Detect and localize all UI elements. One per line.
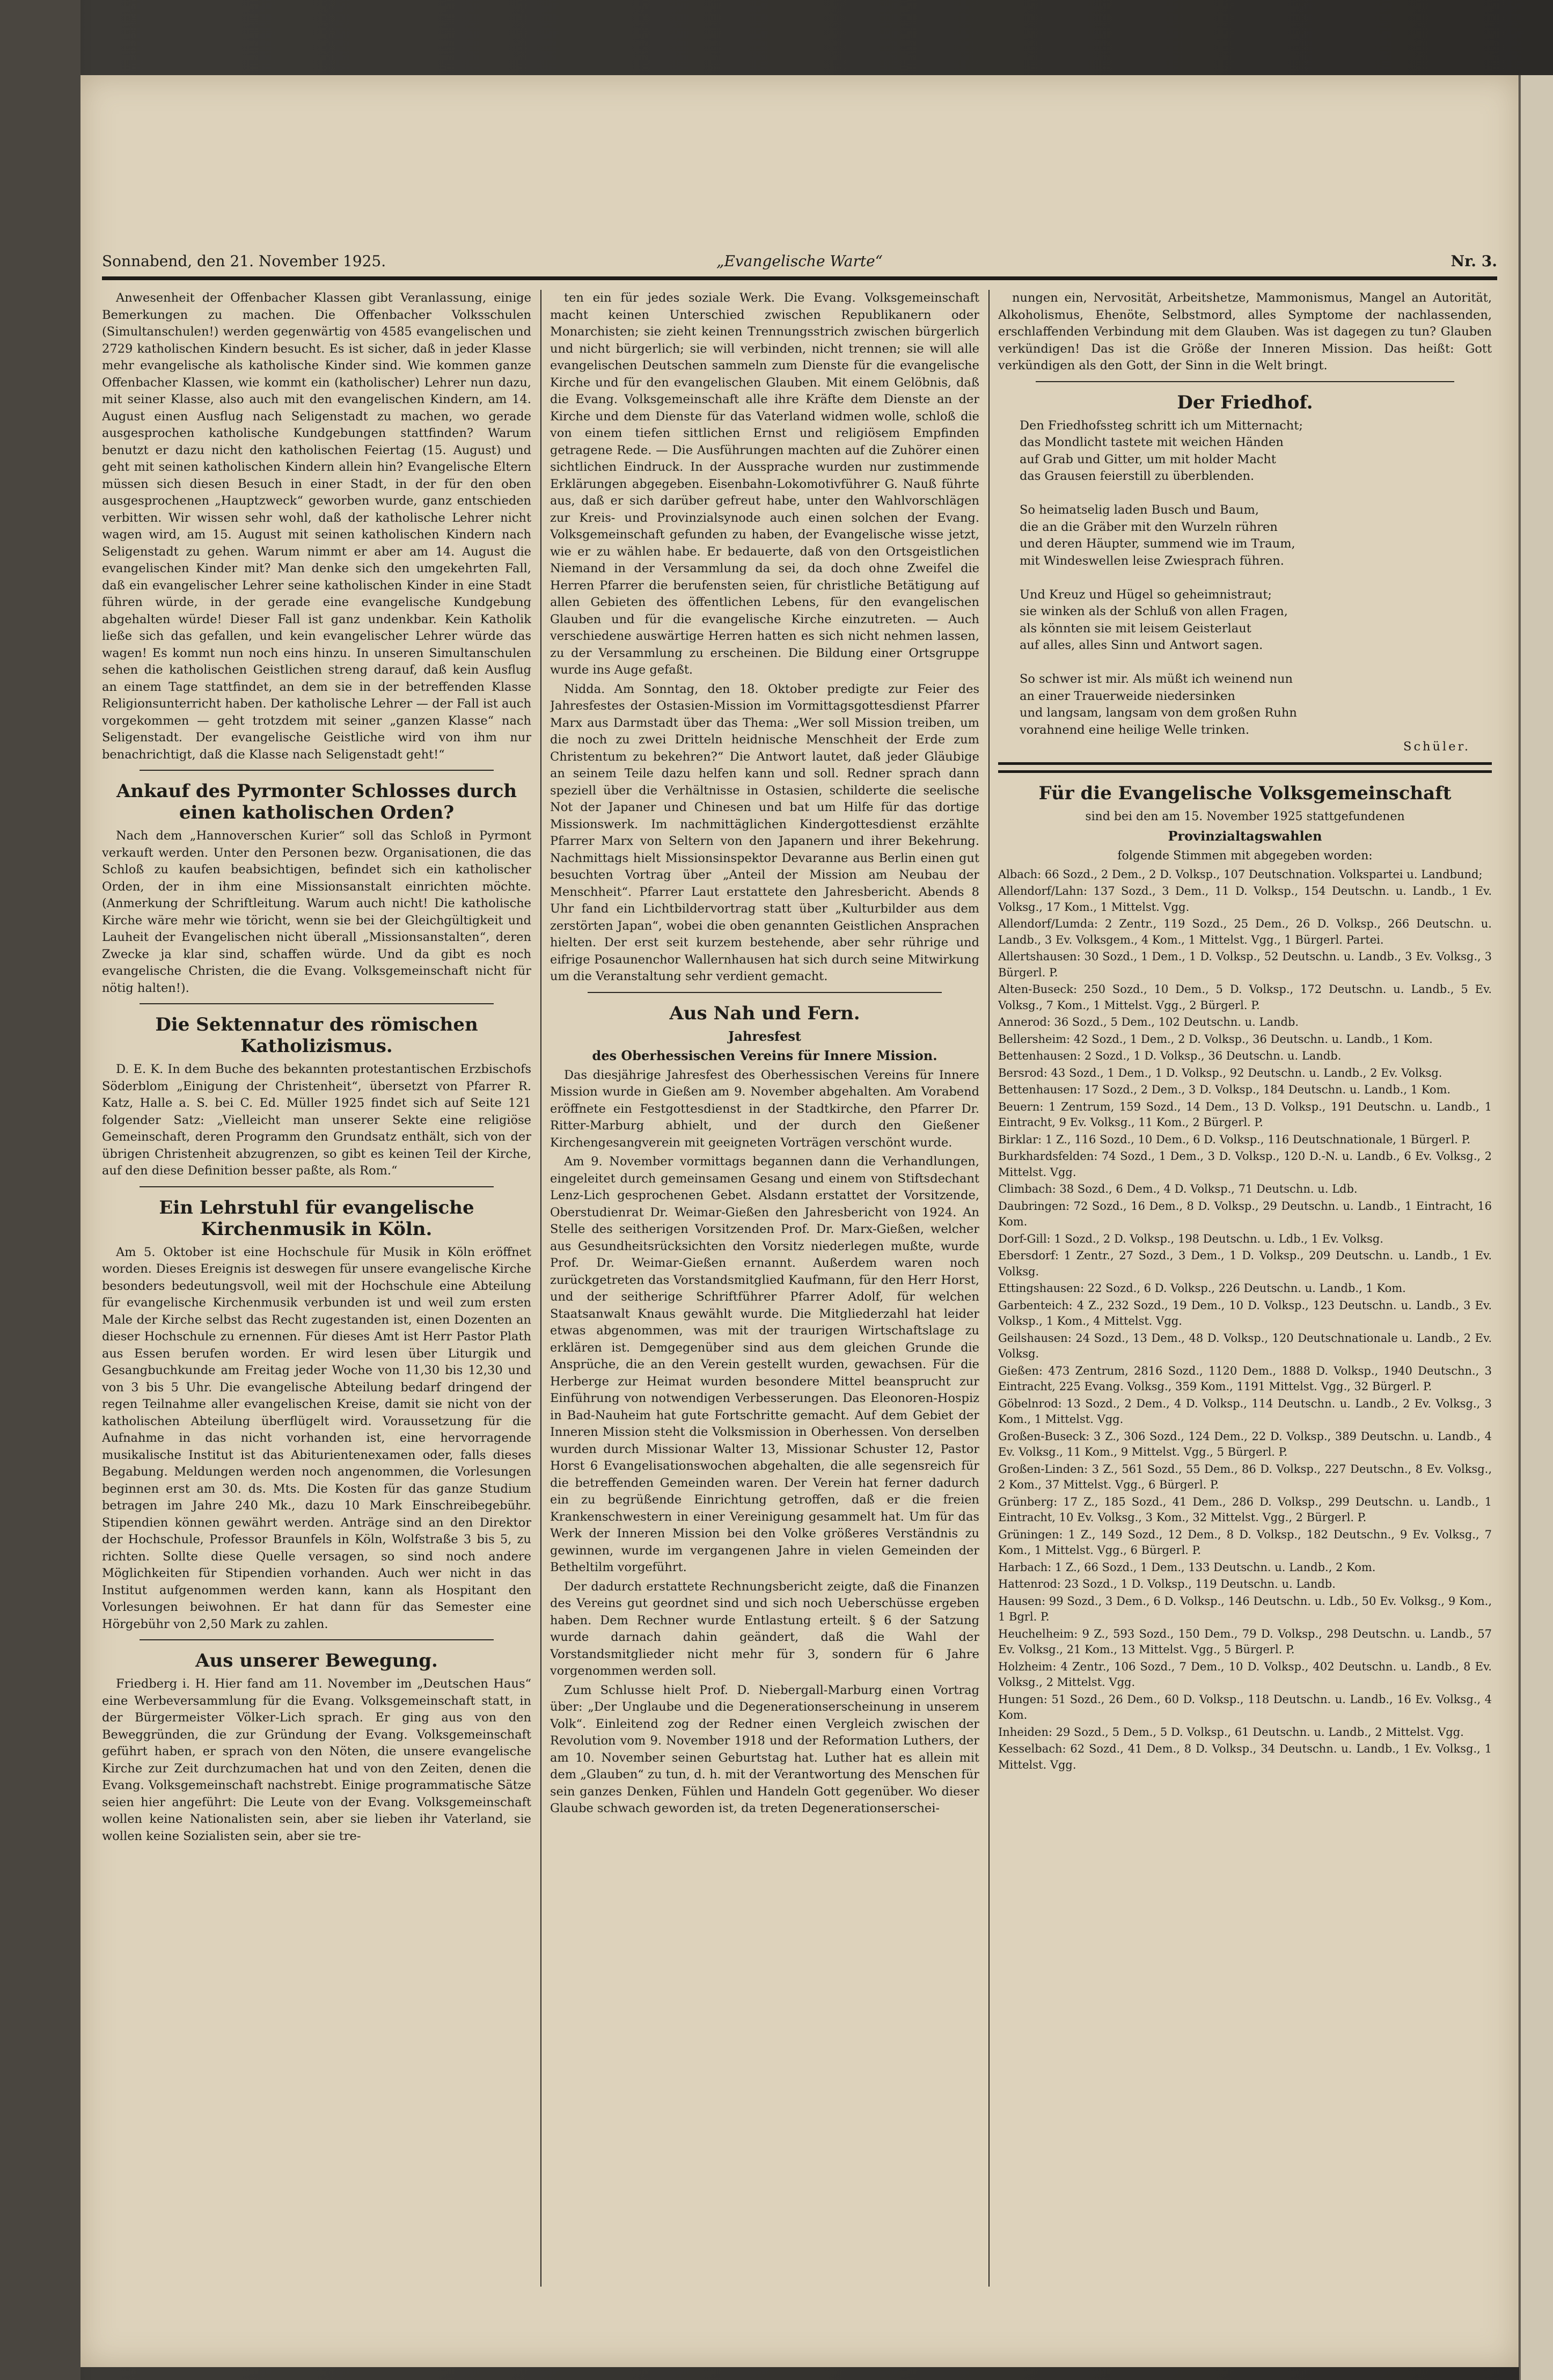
vote-entry: Grüningen: 1 Z., 149 Sozd., 12 Dem., 8 D. Volksp., 182 Deutschn., 9 Ev. Volksg., 7 Kom., 1 Mittelst. Vgg., 6 Bürgerl. P. — [998, 1528, 1492, 1557]
article-text: D. E. K. In dem Buche des bekannten protestantischen Erzbischofs Söderblom „Einigung der Christenheit“, übersetzt von Pfarrer R. Katz, Halle a. S. bei C. Ed. Müller 1925 findet sich auf Seite 121 folgender Satz: „Vielleicht man unserer Sekte eine religiöse Gemeinschaft, deren Programm den Grundsatz enthält, sich von der übrigen Christenheit abzugrenzen, so gibt es keinen Teil der Kirche, auf den diese Definition besser paßte, als Rom.“ — [102, 1062, 531, 1178]
poem-line: So heimatselig laden Busch und Baum, — [1020, 503, 1259, 517]
vote-entry: Holzheim: 4 Zentr., 106 Sozd., 7 Dem., 10 D. Volksp., 402 Deutschn. u. Landb., 8 Ev. Volksg., 2 Mittelst. Vgg. — [998, 1660, 1492, 1689]
subline: sind bei den am 15. November 1925 stattgefundenen — [1085, 809, 1405, 823]
vote-entry: Bellersheim: 42 Sozd., 1 Dem., 2 D. Volksp., 36 Deutschn. u. Landb., 1 Kom. — [998, 1032, 1433, 1046]
masthead — [102, 252, 1497, 274]
column-3 — [998, 290, 1492, 2287]
vote-entry: Allertshausen: 30 Sozd., 1 Dem., 1 D. Volksp., 52 Deutschn. u. Landb., 3 Ev. Volksg., 3 Bürgerl. P. — [998, 950, 1492, 979]
article-text: Friedberg i. H. Hier fand am 11. November im „Deutschen Haus“ eine Werbeversammlung für die Evang. Volksgemeinschaft statt, in der Bürgermeister Völker-Lich sprach. Er ging aus von den Beweggründen, die zur Gründung der Evang. Volksgemeinschaft geführt haben, er sprach von den Nöten, die unsere evangelische Kirche zur Zeit durchzumachen hat und von den Zeiten, denen die Evang. Volksgemeinschaft nachstrebt. Einige programmatische Sätze seien hier angeführt: Die Leute von der Evang. Volksgemeinschaft wollen keine Nationalisten sein, aber sie lieben ihr Vaterland, sie wollen keine Sozialisten sein, aber sie tre- — [102, 1677, 531, 1843]
headline-nah-und-fern: Aus Nah und Fern. — [669, 1002, 860, 1024]
poem-line: mit Windeswellen leise Zwiesprach führen. — [1020, 553, 1284, 568]
column-rule-1 — [540, 290, 541, 2287]
masthead-rule — [102, 276, 1497, 280]
poem-line: auf alles, alles Sinn und Antwort sagen. — [1020, 638, 1263, 652]
vote-entry: Garbenteich: 4 Z., 232 Sozd., 19 Dem., 10 D. Volksp., 123 Deutschn. u. Landb., 3 Ev. Volksp., 1 Kom., 4 Mittelst. Vgg. — [998, 1298, 1492, 1327]
headline-koeln: Ein Lehrstuhl für evangelische Kirchenmusik in Köln. — [159, 1196, 474, 1240]
vote-entry: Allendorf/Lahn: 137 Sozd., 3 Dem., 11 D. Volksp., 154 Deutschn. u. Landb., 1 Ev. Volksg., 17 Kom., 1 Mittelst. Vgg. — [998, 885, 1492, 914]
vote-entry: Annerod: 36 Sozd., 5 Dem., 102 Deutschn. u. Landb. — [998, 1016, 1299, 1028]
subline: folgende Stimmen mit abgegeben worden: — [1117, 849, 1373, 863]
column-2 — [550, 290, 979, 2287]
separator — [140, 1639, 494, 1640]
vote-entry: Albach: 66 Sozd., 2 Dem., 2 D. Volksp., 107 Deutschnation. Volkspartei u. Landbund; — [998, 867, 1483, 881]
poem-line: an einer Trauerweide niedersinken — [1020, 689, 1235, 703]
double-rule — [998, 762, 1492, 773]
vote-entry: Großen-Linden: 3 Z., 561 Sozd., 55 Dem., 86 D. Volksp., 227 Deutschn., 8 Ev. Volksg., 2 Kom., 37 Mittelst. Vgg., 6 Bürgerl. P. — [998, 1462, 1492, 1491]
vote-entry: Hausen: 99 Sozd., 3 Dem., 6 D. Volksp., 146 Deutschn. u. Ldb., 50 Ev. Volksg., 9 Kom., 1 Bgrl. P. — [998, 1594, 1492, 1623]
poem-author: Schüler. — [1403, 740, 1470, 754]
separator — [1036, 381, 1454, 382]
poem-line: und deren Häupter, summend wie im Traum, — [1020, 537, 1295, 551]
vote-entry: Hattenrod: 23 Sozd., 1 D. Volksp., 119 Deutschn. u. Landb. — [998, 1578, 1336, 1590]
separator — [588, 992, 942, 993]
vote-entry: Bersrod: 43 Sozd., 1 Dem., 1 D. Volksp., 92 Deutschn. u. Landb., 2 Ev. Volksg. — [998, 1066, 1442, 1079]
poem-line — [1020, 654, 1492, 671]
vote-entry: Hungen: 51 Sozd., 26 Dem., 60 D. Volksp., 118 Deutschn. u. Landb., 16 Ev. Volksg., 4 Kom. — [998, 1692, 1492, 1721]
headline-volksgemeinschaft: Für die Evangelische Volksgemeinschaft — [1038, 782, 1452, 804]
subheadline: des Oberhessischen Vereins für Innere Mission. — [592, 1047, 937, 1063]
poem-line: als könnten sie mit leisem Geisterlaut — [1020, 621, 1251, 636]
article-text: Am 9. November vormittags begannen dann die Verhandlungen, eingeleitet durch gemeinsamen Gesang und einem von Stiftsdechant Lenz-Lich gesprochenen Gebet. Alsdann erstattet der Vorsitzende, Oberstudienrat Dr. Weimar-Gießen den Jahresbericht von 1924. An Stelle des seitherigen Vorsitzenden Prof. Dr. Marx-Gießen, welcher aus Gesundheitsrücksichten den Vorsitz niederlegen mußte, wurde Prof. Dr. Weimar-Gießen ernannt. Außerdem waren noch zurückgetreten das Vorstandsmitglied Kaufmann, für den Herr Horst, und der seitherige Schriftführer Pfarrer Adolf, für welchen Staatsanwalt Knaus gewählt wurde. Die Mitgliederzahl hat leider etwas abgenommen, was mit der traurigen Wirtschaftslage zu erklären ist. Demgegenüber sind aus dem gleichen Grunde die Ansprüche, die an den Verein gestellt wurden, gewachsen. Für die Herberge zur Heimat wurden besondere Mittel beansprucht zur Einführung von notwendigen Verbesserungen. Das Eleonoren-Hospiz in Bad-Nauheim hat gute Fortschritte gemacht. Auf dem Gebiet der Inneren Mission steht die Volksmission in Oberhessen. Von derselben wurden durch Missionar Walter 13, Missionar Schuster 12, Pastor Horst 6 Evangelisationswochen abgehalten, die alle segensreich für die betreffenden Gemeinden waren. Der Verein hat ferner dadurch ein zu begrüßende Einrichtung getroffen, daß er die freien Krankenschwestern in einer Vereinigung gesammelt hat. Um für das Werk der Inneren Mission bei den Volke größeres Verständnis zu gewinnen, wurde im vergangenen Jahre in vielen Gemeinden der Betheltilm vorgeführt. — [550, 1155, 979, 1574]
article-text: nungen ein, Nervosität, Arbeitshetze, Mammonismus, Mangel an Autorität, Alkoholismus, Ehenöte, Selbstmord, alles Symptome der nachlassenden, erschlaffenden Verbindung mit dem Glauben. Was ist dagegen zu tun? Glauben verkündigen! Das ist die Größe der Inneren Mission. Das heißt: Gott verkündigen als den Gott, der Sinn in die Welt bringt. — [998, 291, 1492, 373]
vote-entry: Großen-Buseck: 3 Z., 306 Sozd., 124 Dem., 22 D. Volksp., 389 Deutschn. u. Landb., 4 Ev. Volksg., 11 Kom., 9 Mittelst. Vgg., 5 Bürgerl. P. — [998, 1429, 1492, 1458]
vote-entry: Gießen: 473 Zentrum, 2816 Sozd., 1120 Dem., 1888 D. Volksp., 1940 Deutschn., 3 Eintracht, 225 Evang. Volksg., 359 Kom., 1191 Mittelst. Vgg., 32 Bürgerl. P. — [998, 1364, 1492, 1393]
headline-provinzialtagswahlen: Provinzialtagswahlen — [1168, 828, 1322, 844]
article-text: Nidda. Am Sonntag, den 18. Oktober predigte zur Feier des Jahresfestes der Ostasien-Mission im Vormittagsgottesdienst Pfarrer Marx aus Darmstadt über das Thema: „Wer soll Mission treiben, um die noch zu zwei Dritteln heidnische Menschheit der Erde zum Christentum zu bekehren?“ Die Antwort lautet, daß jeder Gläubige an seinem Teile dazu helfen kann und soll. Redner sprach dann speziell über die Verhältnisse in Ostasien, schilderte die seelische Not der Japaner und Chinesen und bat um Hilfe für das dortige Missionswerk. Im nachmittäglichen Kindergottesdienst erzählte Pfarrer Marx von Seltern von den Japanern und ihrer Bekehrung. Nachmittags hielt Missionsinspektor Devaranne aus Berlin einen gut besuchten Vortrag über „Anteil der Mission am Neubau der Menschheit“. Pfarrer Laut erstattete den Jahresbericht. Abends 8 Uhr fand ein Lichtbildervortrag statt über „Kulturbilder aus dem zerstörten Japan“, wobei die oben genannten Geistlichen Ansprachen hielten. Der erst seit kurzem bestehende, aber sehr rührige und eifrige Posaunenchor Wallernhausen hat sich durch seine Mitwirkung um die Veranstaltung sehr verdient gemacht. — [550, 682, 979, 983]
issue-date: Sonnabend, den 21. November 1925. — [102, 252, 386, 270]
vote-entry: Climbach: 38 Sozd., 6 Dem., 4 D. Volksp., 71 Deutschn. u. Ldb. — [998, 1182, 1358, 1195]
separator — [140, 1186, 494, 1187]
poem-line: die an die Gräber mit den Wurzeln rühren — [1020, 520, 1278, 534]
vote-entry: Geilshausen: 24 Sozd., 13 Dem., 48 D. Volksp., 120 Deutschnationale u. Landb., 2 Ev. Volksg. — [998, 1331, 1492, 1360]
vote-entry: Burkhardsfelden: 74 Sozd., 1 Dem., 3 D. Volksp., 120 D.-N. u. Landb., 6 Ev. Volksg., 2 Mittelst. Vgg. — [998, 1150, 1492, 1179]
vote-list — [998, 867, 1492, 1773]
article-text: Zum Schlusse hielt Prof. D. Niebergall-Marburg einen Vortrag über: „Der Unglaube und die Degenerationserscheinung in unserem Volk“. Einleitend zog der Redner einen Vergleich zwischen der Revolution vom 9. November 1918 und der Reformation Luthers, der am 10. November seinen Geburtstag hat. Luther hat es allein mit dem „Glauben“ zu tun, d. h. mit der Verantwortung des Menschen für sein ganzes Denken, Fühlen und Handeln Gott gegenüber. Wo dieser Glaube schwach geworden ist, da treten Degenerationserschei- — [550, 1683, 979, 1815]
separator — [140, 1003, 494, 1004]
vote-entry: Bettenhausen: 2 Sozd., 1 D. Volksp., 36 Deutschn. u. Landb. — [998, 1049, 1342, 1062]
vote-entry: Alten-Buseck: 250 Sozd., 10 Dem., 5 D. Volksp., 172 Deutschn. u. Landb., 5 Ev. Volksg., 7 Kom., 1 Mittelst. Vgg., 2 Bürgerl. P. — [998, 983, 1492, 1012]
poem-line: auf Grab und Gitter, um mit holder Macht — [1020, 452, 1276, 466]
poem-line: Den Friedhofssteg schritt ich um Mitternacht; — [1020, 418, 1303, 433]
article-text: Nach dem „Hannoverschen Kurier“ soll das Schloß in Pyrmont verkauft werden. Unter den Personen bezw. Organisationen, die das Schloß zu kaufen beabsichtigen, befindet sich ein katholischer Orden, der in ihm eine Missionsanstalt einrichten möchte. (Anmerkung der Schriftleitung. Warum auch nicht! Die katholische Kirche wäre mehr wie töricht, wenn sie bei der Gleichgültigkeit und Lauheit der Evangelischen nicht überall „Missionsanstalten“, deren Zwecke ja klar sind, schaffen würde. Und da gibt es noch evangelische Christen, die die Evang. Volksgemeinschaft nicht für nötig halten!). — [102, 829, 531, 995]
vote-entry: Harbach: 1 Z., 66 Sozd., 1 Dem., 133 Deutschn. u. Landb., 2 Kom. — [998, 1560, 1376, 1574]
vote-entry: Beuern: 1 Zentrum, 159 Sozd., 14 Dem., 13 D. Volksp., 191 Deutschn. u. Landb., 1 Eintracht, 9 Ev. Volksg., 11 Kom., 2 Bürgerl. P. — [998, 1100, 1492, 1129]
newspaper-page — [80, 75, 1519, 2367]
subheadline: Jahresfest — [728, 1028, 801, 1044]
article-text: ten ein für jedes soziale Werk. Die Evang. Volksgemeinschaft macht keinen Unterschied zwischen Republikanern oder Monarchisten; sie zieht keinen Trennungsstrich zwischen bürgerlich und nicht bürgerlich; sie will verbinden, nicht trennen; sie will alle evangelischen Deutschen sammeln zum Dienste für die evangelische Kirche und für den evangelischen Glauben. Mit einem Gelöbnis, daß die Evang. Volksgemeinschaft alle ihre Kräfte dem Dienste an der Kirche und dem Dienste für das Vaterland widmen wolle, schloß die von einem tiefen sittlichen Ernst und religiösem Empfinden getragene Rede. — Die Ausführungen machten auf die Zuhörer einen sichtlichen Eindruck. In der Aussprache wurden nur zustimmende Erklärungen abgegeben. Eisenbahn-Lokomotivführer G. Nauß führte aus, daß er sich darüber gefreut habe, unter den Wahlvorschlägen zur Kreis- und Provinzialsynode auch einen solchen der Evang. Volksgemeinschaft gefunden zu haben, der Evangelische wisse jetzt, wie er zu wählen habe. Er bedauerte, daß von den Ortsgeistlichen Niemand in der Versammlung da sei, da doch ohne Zweifel die Herren Pfarrer die berufensten seien, für christliche Betätigung auf allen Gebieten des öffentlichen Lebens, für den evangelischen Glauben und für die evangelische Kirche einzutreten. — Auch verschiedene auswärtige Herren hatten es sich nicht nehmen lassen, zu der Versammlung zu erscheinen. Die Bildung einer Ortsgruppe wurde ins Auge gefaßt. — [550, 291, 979, 677]
column-rule-2 — [988, 290, 990, 2287]
vote-entry: Bettenhausen: 17 Sozd., 2 Dem., 3 D. Volksp., 184 Deutschn. u. Landb., 1 Kom. — [998, 1083, 1451, 1096]
poem-line: und langsam, langsam von dem großen Ruhn — [1020, 706, 1297, 720]
headline-friedhof: Der Friedhof. — [1177, 391, 1313, 413]
next-page-edge — [1519, 75, 1553, 2380]
headline-pyrmont: Ankauf des Pyrmonter Schlosses durch einen katholischen Orden? — [116, 780, 517, 823]
vote-entry: Daubringen: 72 Sozd., 16 Dem., 8 D. Volksp., 29 Deutschn. u. Landb., 1 Eintracht, 16 Kom. — [998, 1199, 1492, 1228]
poem — [998, 418, 1492, 739]
poem-line: das Mondlicht tastete mit weichen Händen — [1020, 435, 1284, 449]
headline-sekte: Die Sektennatur des römischen Katholizismus. — [155, 1014, 478, 1057]
poem-line — [1020, 485, 1492, 502]
article-text: Anwesenheit der Offenbacher Klassen gibt Veranlassung, einige Bemerkungen zu machen. Die Offenbacher Volksschulen (Simultanschulen!) werden gegenwärtig von 4585 evangelischen und 2729 katholischen Kindern besucht. Es ist sicher, daß in jeder Klasse mehr evangelische als katholische Kinder sind. Wie kommen ganze Offenbacher Klassen, wie kommt ein (katholischer) Lehrer nun dazu, mit seiner Klasse, also auch mit den evangelischen Kindern, am 14. August einen Ausflug nach Seligenstadt zu machen, wo gerade ausgesprochen katholische Kundgebungen stattfinden? Warum benutzt er dazu nicht den katholischen Feiertag (15. August) und geht mit seinen katholischen Kindern allein hin? Evangelische Eltern müssen sich diesen Besuch in einer Stadt, in der für den oben ausgesprochenen „Hauptzweck“ geworben wurde, ganz entschieden verbitten. Wir wissen sehr wohl, daß der katholische Lehrer nicht wagen wird, am 15. August mit seinen katholischen Kindern nach Seligenstadt zu gehen. Warum nimmt er aber am 14. August die evangelischen Kinder mit? Man denke sich den umgekehrten Fall, daß ein evangelischer Lehrer seine katholischen Kinder in eine Stadt führen würde, in der gerade eine evangelische Kundgebung abgehalten würde! Dieser Fall ist ganz undenkbar. Kein Katholik ließe sich das gefallen, und kein evangelischer Lehrer würde das wagen! Es kommt nun noch eins hinzu. In unseren Simultanschulen sehen die katholischen Geistlichen streng darauf, daß kein Ausflug an einem Tage stattfindet, an dem sie in der betreffenden Klasse Religionsunterricht haben. Der katholische Lehrer — der Fall ist auch vorgekommen — geht trotzdem mit seiner „ganzen Klasse“ nach Seligenstadt. Der evangelische Geistliche wird von ihm nur benachrichtigt, daß die Klasse nach Seligenstadt geht!“ — [102, 291, 531, 762]
headline-bewegung: Aus unserer Bewegung. — [195, 1650, 438, 1671]
vote-entry: Allendorf/Lumda: 2 Zentr., 119 Sozd., 25 Dem., 26 D. Volksp., 266 Deutschn. u. Landb., 3 Ev. Volksgem., 4 Kom., 1 Mittelst. Vgg., 1 Bürgerl. Partei. — [998, 917, 1492, 946]
article-text: Das diesjährige Jahresfest des Oberhessischen Vereins für Innere Mission wurde in Gießen am 9. November abgehalten. Am Vorabend eröffnete ein Festgottesdienst in der Stadtkirche, den Pfarrer Dr. Ritter-Marburg abhielt, und der durch den Gießener Kirchengesangverein mit geeigneten Vorträgen verschönt wurde. — [550, 1068, 979, 1150]
poem-line: So schwer ist mir. Als müßt ich weinend nun — [1020, 672, 1293, 686]
vote-entry: Inheiden: 29 Sozd., 5 Dem., 5 D. Volksp., 61 Deutschn. u. Landb., 2 Mittelst. Vgg. — [998, 1725, 1464, 1739]
vote-entry: Kesselbach: 62 Sozd., 41 Dem., 8 D. Volksp., 34 Deutschn. u. Landb., 1 Ev. Volksg., 1 Mittelst. Vgg. — [998, 1742, 1492, 1771]
vote-entry: Birklar: 1 Z., 116 Sozd., 10 Dem., 6 D. Volksp., 116 Deutschnationale, 1 Bürgerl. P. — [998, 1133, 1471, 1146]
vote-entry: Ebersdorf: 1 Zentr., 27 Sozd., 3 Dem., 1 D. Volksp., 209 Deutschn. u. Landb., 1 Ev. Volksg. — [998, 1249, 1492, 1278]
poem-line: Und Kreuz und Hügel so geheimnistraut; — [1020, 587, 1272, 602]
vote-entry: Grünberg: 17 Z., 185 Sozd., 41 Dem., 286 D. Volksp., 299 Deutschn. u. Landb., 1 Eintracht, 10 Ev. Volksg., 3 Kom., 32 Mittelst. Vgg., 2 Bürgerl. P. — [998, 1495, 1492, 1524]
article-text: Der dadurch erstattete Rechnungsbericht zeigte, daß die Finanzen des Vereins gut geordnet sind und sich noch Ueberschüsse ergeben haben. Dem Rechner wurde Entlastung erteilt. § 6 der Satzung wurde darnach dahin geändert, daß die Wahl der Vorstandsmitglieder nicht mehr für 3, sondern für 6 Jahre vorgenommen werden soll. — [550, 1579, 979, 1678]
vote-entry: Göbelnrod: 13 Sozd., 2 Dem., 4 D. Volksp., 114 Deutschn. u. Landb., 2 Ev. Volksg., 3 Kom., 1 Mittelst. Vgg. — [998, 1397, 1492, 1426]
issue-number: Nr. 3. — [1451, 252, 1497, 270]
book-spine — [0, 0, 80, 2380]
vote-entry: Dorf-Gill: 1 Sozd., 2 D. Volksp., 198 Deutschn. u. Ldb., 1 Ev. Volksg. — [998, 1232, 1383, 1245]
poem-line: sie winken als der Schluß von allen Fragen, — [1020, 604, 1288, 618]
separator — [140, 770, 494, 771]
vote-entry: Ettingshausen: 22 Sozd., 6 D. Volksp., 226 Deutschn. u. Landb., 1 Kom. — [998, 1282, 1406, 1295]
vote-entry: Heuchelheim: 9 Z., 593 Sozd., 150 Dem., 79 D. Volksp., 298 Deutschn. u. Landb., 57 Ev. Volksg., 21 Kom., 13 Mittelst. Vgg., 5 Bürgerl. P. — [998, 1627, 1492, 1656]
poem-line: vorahnend eine heilige Welle trinken. — [1020, 722, 1250, 737]
article-text: Am 5. Oktober ist eine Hochschule für Musik in Köln eröffnet worden. Dieses Ereignis ist deswegen für unsere evangelische Kirche besonders bedeutungsvoll, weil mit der Hochschule eine Abteilung für evangelische Kirchenmusik verbunden ist und weil zum ersten Male der Kirche selbst das Recht zugestanden ist, einen Dozenten an dieser Hochschule zu ernennen. Für dieses Amt ist Herr Pastor Plath aus Essen berufen worden. Er wird lesen über Liturgik und Gesangbuchkunde am Freitag jeder Woche von 11,30 bis 12,30 und von 3 bis 5 Uhr. Die evangelische Abteilung bedarf dringend der regen Teilnahme aller evangelischen Kreise, damit sie nicht von der katholischen Abteilung überflügelt wird. Voraussetzung für die Aufnahme in das nicht vorhanden ist, eine hervorragende musikalische Institut ist das Abiturientenexamen oder, falls dieses Begabung. Meldungen werden noch angenommen, die Vorlesungen beginnen erst am 30. ds. Mts. Die Kosten für das ganze Studium betragen im Jahre 240 Mk., dazu 10 Mark Einschreibegebühr. Stipendien können gewährt werden. Anträge sind an den Direktor der Hochschule, Professor Braunfels in Köln, Wolfstraße 3 bis 5, zu richten. Sollte diese Quelle versagen, so sind noch andere Möglichkeiten für Stipendien vorhanden. Auch wer nicht in das Institut aufgenommen werden kann, kann als Hospitant den Vorlesungen beiwohnen. Er hat dann für das Semester eine Hörgebühr von 2,50 Mark zu zahlen. — [102, 1245, 531, 1631]
column-1 — [102, 290, 531, 2287]
poem-line — [1020, 570, 1492, 587]
poem-line: das Grausen feierstill zu überblenden. — [1020, 469, 1255, 483]
newspaper-title: „Evangelische Warte“ — [716, 252, 883, 270]
